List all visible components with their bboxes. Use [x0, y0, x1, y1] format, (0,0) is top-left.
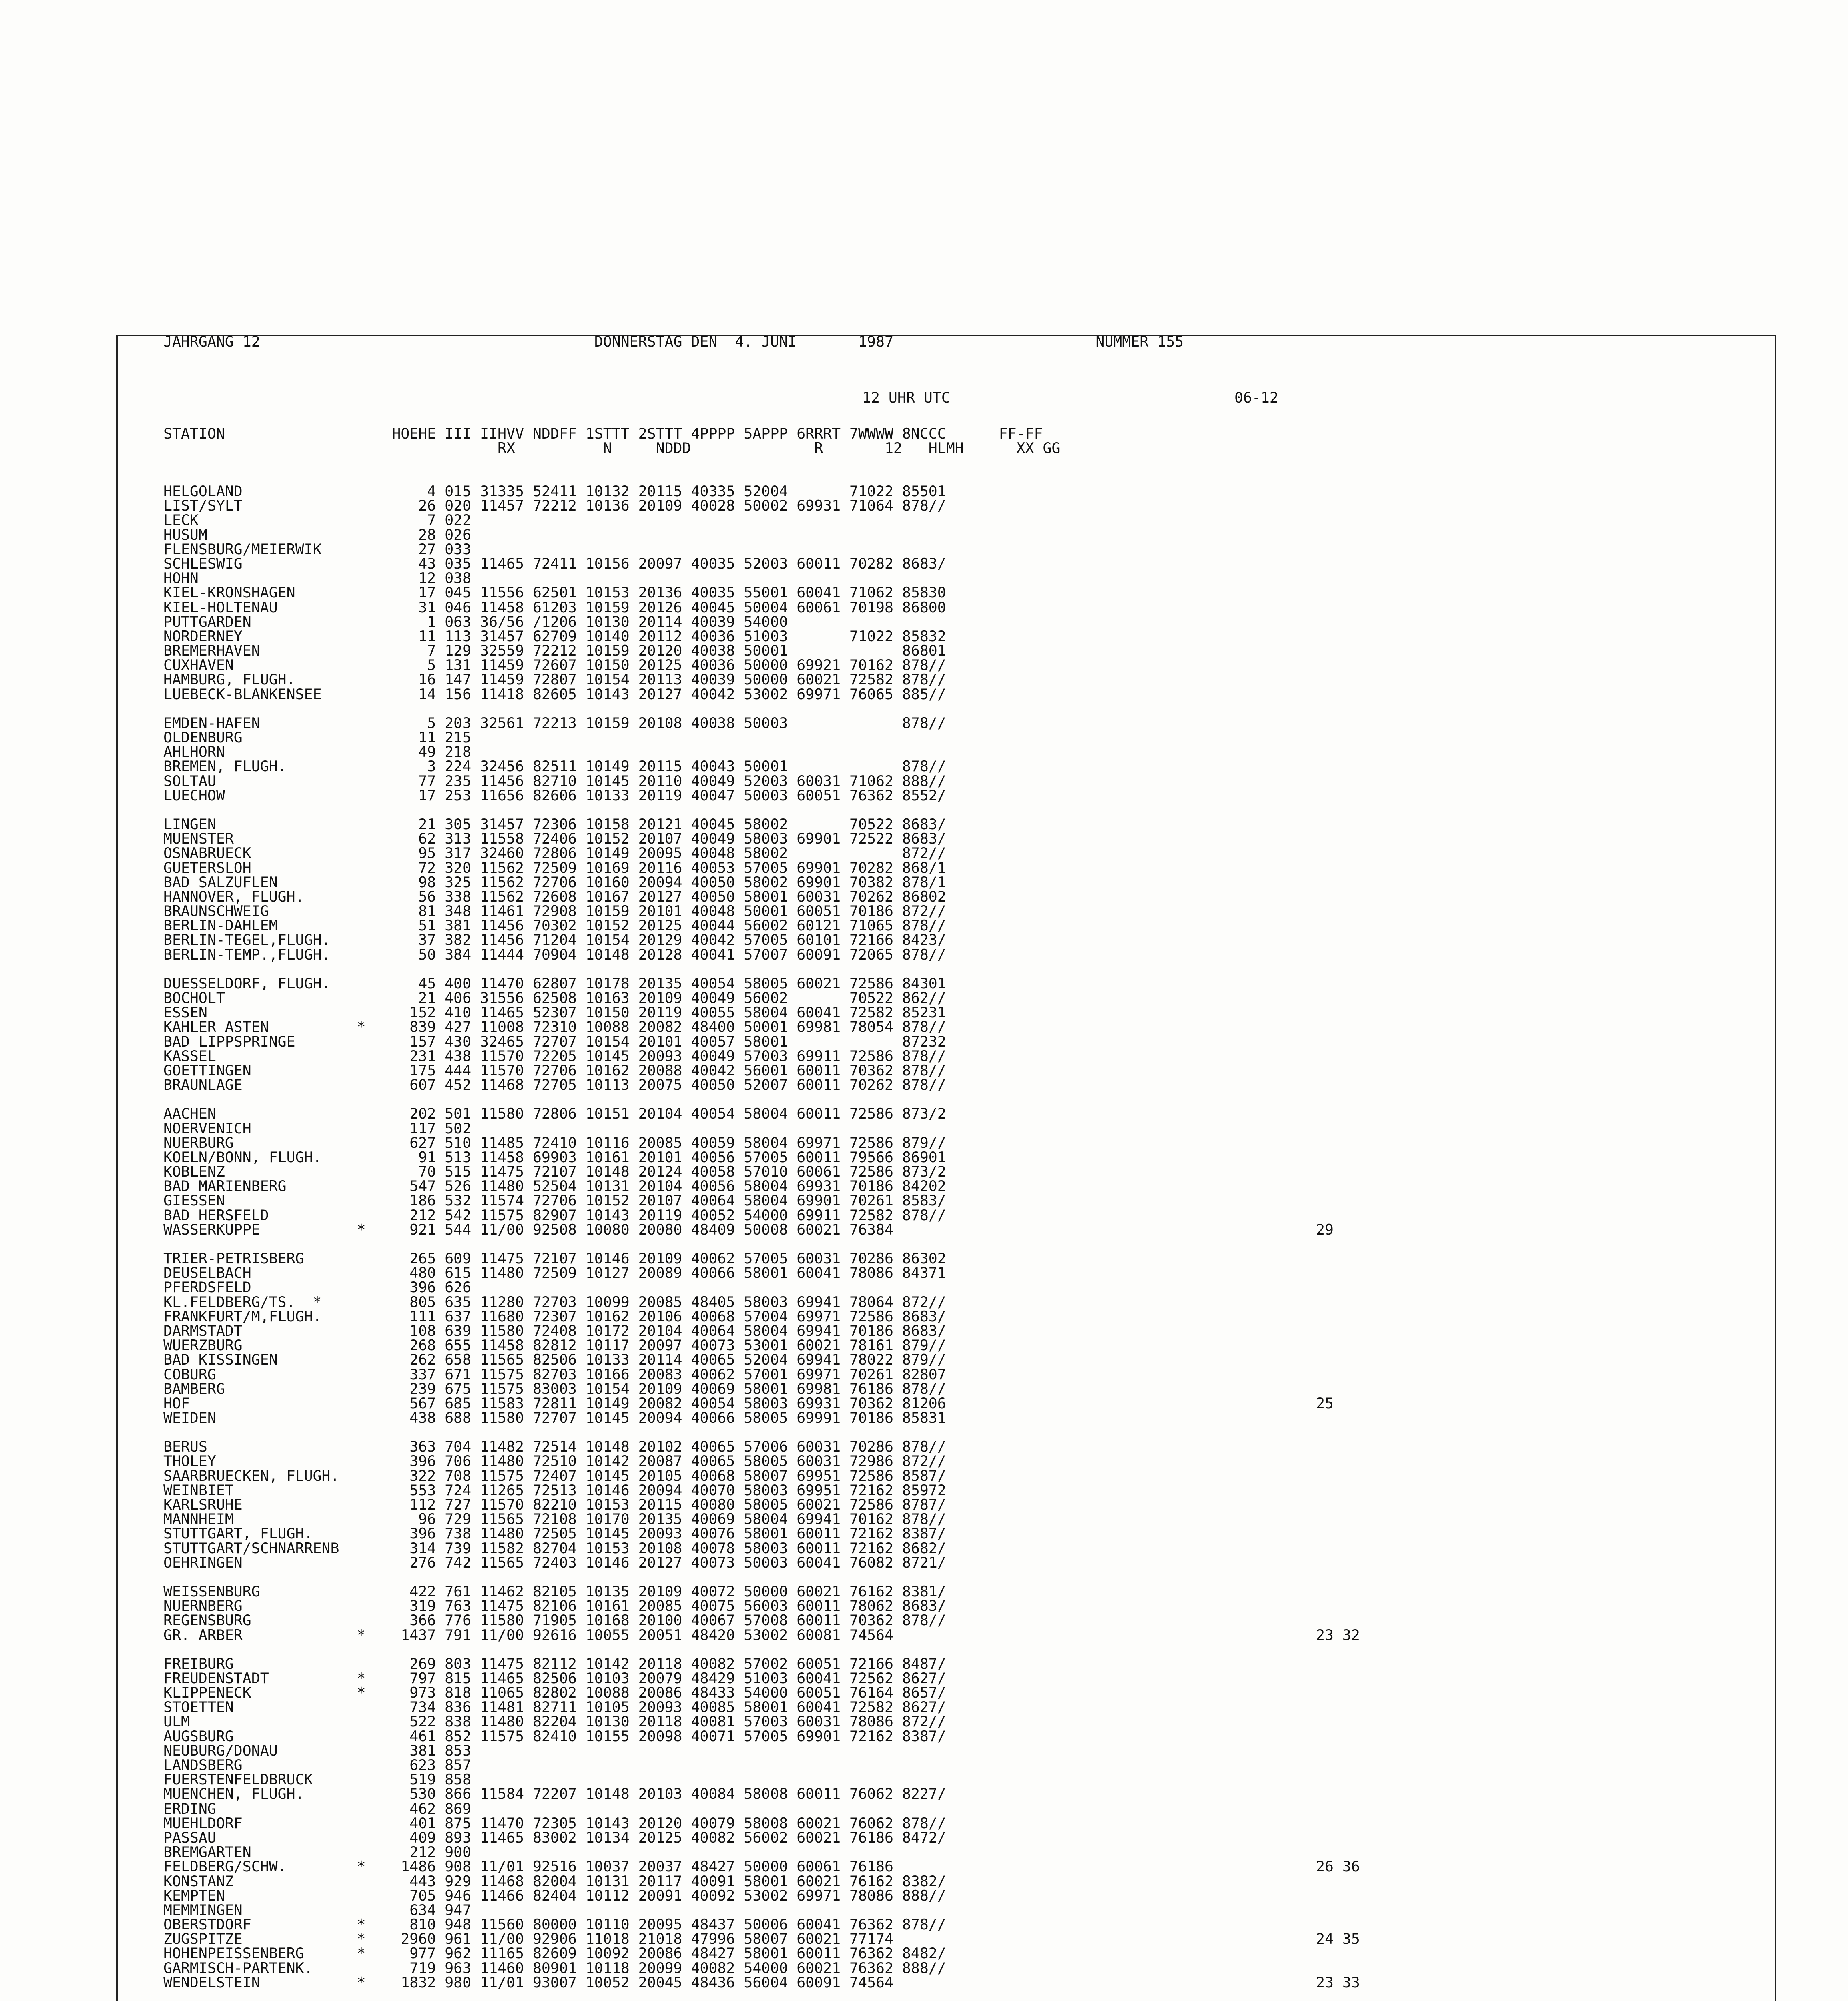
- station-row-text: BRAUNSCHWEIG 81 348 11461 72908 10159 20101 40048 50001 60051 70186 872//: [163, 902, 946, 920]
- station-row-text: CUXHAVEN 5 131 11459 72607 10150 20125 40036 50000 69921 70162 878//: [163, 656, 946, 674]
- station-row-text: DARMSTADT 108 639 11580 72408 10172 20104 40064 58004 69941 70186 8683/: [163, 1322, 946, 1339]
- station-row: [163, 1266, 946, 1280]
- station-row-text: NUERBURG 627 510 11485 72410 10116 20085 40059 58004 69971 72586 879//: [163, 1134, 946, 1151]
- station-row: [163, 1889, 946, 1903]
- station-row-text: FREUDENSTADT * 797 815 11465 82506 10103 20079 48429 51003 60041 72562 8627/: [163, 1669, 946, 1687]
- station-row: [163, 1613, 946, 1628]
- station-row: [163, 1700, 946, 1714]
- station-row: [163, 499, 946, 513]
- station-row-text: STOETTEN 734 836 11481 82711 10105 20093 40085 58001 60041 72582 8627/: [163, 1698, 946, 1716]
- station-row-text: HUSUM 28 026: [163, 526, 472, 543]
- station-row-text: DUESSELDORF, FLUGH. 45 400 11470 62807 10178 20135 40054 58005 60021 72586 84301: [163, 974, 946, 992]
- station-row-text: KONSTANZ 443 929 11468 82004 10131 20117 40091 58001 60021 76162 8382/: [163, 1872, 946, 1890]
- station-row: [163, 1280, 946, 1295]
- station-table: [163, 483, 1360, 1991]
- station-row-text: KOBLENZ 70 515 11475 72107 10148 20124 40058 57010 60061 72586 873/2: [163, 1163, 946, 1181]
- report-header: [163, 335, 1184, 349]
- station-row: [163, 1309, 946, 1324]
- group-spacer: [163, 1092, 946, 1107]
- station-row-text: WASSERKUPPE * 921 544 11/00 92508 10080 20080 48409 50008 60021 76384: [163, 1221, 893, 1238]
- station-row: [163, 817, 946, 832]
- station-row: [163, 687, 946, 702]
- station-row-text: SAARBRUECKEN, FLUGH. 322 708 11575 72407 10145 20105 40068 58007 69951 72586 8587/: [163, 1467, 946, 1484]
- station-row-text: HELGOLAND 4 015 31335 52411 10132 20115 40335 52004 71022 85501: [163, 483, 946, 500]
- station-row: [163, 1845, 946, 1859]
- station-row: [163, 600, 946, 615]
- station-row-text: BERLIN-TEMP.,FLUGH. 50 384 11444 70904 10148 20128 40041 57007 60091 72065 878//: [163, 946, 946, 963]
- station-row: [163, 991, 946, 1005]
- station-row-text: MUENCHEN, FLUGH. 530 866 11584 72207 10148 20103 40084 58008 60011 76062 8227/: [163, 1785, 946, 1803]
- station-row: [163, 1411, 946, 1425]
- station-row-text: MUEHLDORF 401 875 11470 72305 10143 20120 40079 58008 60021 76062 878//: [163, 1814, 946, 1832]
- station-row: [163, 1295, 946, 1309]
- station-row-text: MANNHEIM 96 729 11565 72108 10170 20135 40069 58004 69941 70162 878//: [163, 1510, 946, 1528]
- station-row: [163, 585, 946, 600]
- station-row-text: ERDING 462 869: [163, 1800, 472, 1817]
- station-row-text: FREIBURG 269 803 11475 82112 10142 20118 40082 57002 60051 72166 8487/: [163, 1655, 946, 1672]
- station-row-text: WENDELSTEIN * 1832 980 11/01 93007 10052 20045 48436 56004 60091 74564: [163, 1973, 893, 1991]
- station-row-text: PASSAU 409 893 11465 83002 10134 20125 40082 56002 60021 76186 8472/: [163, 1829, 946, 1846]
- station-row-text: BREMEN, FLUGH. 3 224 32456 82511 10149 20115 40043 50001 878//: [163, 758, 946, 775]
- station-row-text: PFERDSFELD 396 626: [163, 1279, 472, 1296]
- station-row: WASSERKUPPE * 921 544 11/00 92508 10080 20080 48409 50008 60021 76384 29: [163, 1221, 1334, 1238]
- station-row: [163, 1454, 946, 1468]
- station-row-text: GR. ARBER * 1437 791 11/00 92616 10055 20051 48420 53002 60081 74564: [163, 1626, 893, 1644]
- station-row-text: LUEBECK-BLANKENSEE 14 156 11418 82605 10143 20127 40042 53002 69971 76065 885//: [163, 685, 946, 703]
- station-row: [163, 1584, 946, 1599]
- station-row-text: FELDBERG/SCHW. * 1486 908 11/01 92516 10037 20037 48427 50000 60061 76186: [163, 1858, 893, 1875]
- time-range: 06-12: [1234, 389, 1278, 406]
- station-row: [163, 1874, 946, 1889]
- station-row-text: ZUGSPITZE * 2960 961 11/00 92906 11018 21018 47996 58007 60021 77174: [163, 1930, 893, 1948]
- station-row: [163, 716, 946, 730]
- station-row: [163, 629, 946, 644]
- group-spacer: [163, 1237, 946, 1251]
- station-row-text: FRANKFURT/M,FLUGH. 111 637 11680 72307 10162 20106 40068 57004 69971 72586 8683/: [163, 1307, 946, 1325]
- station-row: [163, 1049, 946, 1063]
- station-row: [163, 1758, 946, 1772]
- station-row-text: HANNOVER, FLUGH. 56 338 11562 72608 10167 20127 40050 58001 60031 70262 86802: [163, 888, 946, 905]
- station-row: [163, 1483, 946, 1498]
- station-row: HOF 567 685 11583 72811 10149 20082 40054 58003 69931 70362 81206 25: [163, 1394, 1334, 1412]
- station-row: [163, 1903, 946, 1917]
- station-row: [163, 1150, 946, 1165]
- station-row-text: KIEL-KRONSHAGEN 17 045 11556 62501 10153 20136 40035 55001 60041 71062 85830: [163, 584, 946, 602]
- station-row: [163, 1556, 946, 1570]
- station-row-text: KAHLER ASTEN * 839 427 11008 72310 10088 20082 48400 50001 69981 78054 878//: [163, 1018, 946, 1036]
- station-row: [163, 1063, 946, 1078]
- station-row: [163, 1179, 946, 1193]
- station-row-text: ULM 522 838 11480 82204 10130 20118 40081 57003 60031 78086 872//: [163, 1713, 946, 1730]
- station-row-text: KEMPTEN 705 946 11466 82404 10112 20091 40092 53002 69971 78086 888//: [163, 1887, 946, 1904]
- group-spacer: [163, 803, 946, 817]
- station-row: [163, 1686, 946, 1700]
- station-row: [163, 745, 946, 759]
- station-row: [163, 890, 946, 904]
- station-row-text: NUERNBERG 319 763 11475 82106 10161 20085 40075 56003 60011 78062 8683/: [163, 1597, 946, 1615]
- station-row-text: DEUSELBACH 480 615 11480 72509 10127 20089 40066 58001 60041 78086 84371: [163, 1264, 946, 1282]
- station-row: [163, 1498, 946, 1512]
- station-row: [163, 1251, 946, 1266]
- station-row-text: LINGEN 21 305 31457 72306 10158 20121 40045 58002 70522 8683/: [163, 815, 946, 833]
- station-row-text: WEISSENBURG 422 761 11462 82105 10135 20109 40072 50000 60021 76162 8381/: [163, 1582, 946, 1600]
- station-row-text: BAD HERSFELD 212 542 11575 82907 10143 20119 40052 54000 69911 72582 878//: [163, 1206, 946, 1224]
- station-row-text: BERLIN-DAHLEM 51 381 11456 70302 10152 20125 40044 56002 60121 71065 878//: [163, 917, 946, 934]
- report-sheet: [116, 335, 1776, 2001]
- station-row: [163, 1324, 946, 1338]
- station-row: [163, 1512, 946, 1526]
- station-row-text: BAD LIPPSPRINGE 157 430 32465 72707 10154 20101 40057 58001 87232: [163, 1033, 946, 1050]
- station-row-text: BERUS 363 704 11482 72514 10148 20102 40065 57006 60031 70286 878//: [163, 1438, 946, 1456]
- station-row: [163, 904, 946, 918]
- station-row: [163, 1035, 946, 1049]
- station-row-text: WUERZBURG 268 655 11458 82812 10117 20097 40073 53001 60021 78161 879//: [163, 1337, 946, 1354]
- station-row-text: BREMERHAVEN 7 129 32559 72212 10159 20120 40038 50001 86801: [163, 642, 946, 660]
- station-row: [163, 1107, 946, 1121]
- station-row-text: WEIDEN 438 688 11580 72707 10145 20094 40066 58005 69991 70186 85831: [163, 1409, 946, 1427]
- station-row: [163, 1946, 946, 1961]
- station-row-text: BAD SALZUFLEN 98 325 11562 72706 10160 20094 40050 58002 69901 70382 878/1: [163, 873, 946, 891]
- station-row-text: AACHEN 202 501 11580 72806 10151 20104 40054 58004 60011 72586 873/2: [163, 1105, 946, 1123]
- station-row-text: STUTTGART/SCHNARRENB 314 739 11582 82704 10153 20108 40078 58003 60011 72162 8682/: [163, 1539, 946, 1557]
- station-row: [163, 1208, 946, 1223]
- station-row-text: HOHENPEISSENBERG * 977 962 11165 82609 10092 20086 48427 58001 60011 76362 8482/: [163, 1945, 946, 1962]
- station-row-text: BRAUNLAGE 607 452 11468 72705 10113 20075 40050 52007 60011 70262 878//: [163, 1076, 946, 1094]
- station-row: [163, 557, 946, 571]
- station-row-text: GARMISCH-PARTENK. 719 963 11460 80901 10118 20099 40082 54000 60021 76362 888//: [163, 1959, 946, 1977]
- station-row-text: LUECHOW 17 253 11656 82606 10133 20119 40047 50003 60051 76362 8552/: [163, 786, 946, 804]
- station-row-text: SOLTAU 77 235 11456 82710 10145 20110 40049 52003 60031 71062 888//: [163, 772, 946, 790]
- station-row: [163, 788, 946, 803]
- station-row: [163, 1541, 946, 1556]
- station-row: [163, 976, 946, 991]
- station-row-text: BAD KISSINGEN 262 658 11565 82506 10133 20114 40065 52004 69941 78022 879//: [163, 1351, 946, 1369]
- station-row: FELDBERG/SCHW. * 1486 908 11/01 92516 10037 20037 48427 50000 60061 76186 26 36: [163, 1858, 1360, 1875]
- station-row: [163, 1816, 946, 1831]
- station-row-text: GOETTINGEN 175 444 11570 72706 10162 20088 40042 56001 60011 70362 878//: [163, 1061, 946, 1079]
- group-spacer: [163, 702, 946, 716]
- station-row: GR. ARBER * 1437 791 11/00 92616 10055 20051 48420 53002 60081 74564 23 32: [163, 1626, 1360, 1644]
- station-row-text: NORDERNEY 11 113 31457 62709 10140 20112 40036 51003 71022 85832: [163, 627, 946, 645]
- station-row: [163, 571, 946, 585]
- station-row-text: LANDSBERG 623 857: [163, 1756, 472, 1774]
- station-row: [163, 1671, 946, 1686]
- station-row: [163, 1338, 946, 1353]
- station-row: [163, 1440, 946, 1454]
- station-row-text: KIEL-HOLTENAU 31 046 11458 61203 10159 20126 40045 50004 60061 70198 86800: [163, 598, 946, 616]
- station-row: [163, 933, 946, 947]
- station-row: [163, 1121, 946, 1136]
- station-row: [163, 1136, 946, 1150]
- column-header-line-1: STATION HOEHE III IIHVV NDDFF 1STTT 2STTT 4PPPP 5APPP 6RRRT 7WWWW 8NCCC FF-FF: [163, 425, 1043, 442]
- station-row-text: ESSEN 152 410 11465 52307 10150 20119 40055 58004 60041 72582 85231: [163, 1004, 946, 1021]
- station-row-text: MUENSTER 62 313 11558 72406 10152 20107 40049 58003 69901 72522 8683/: [163, 830, 946, 848]
- station-row-text: FLENSBURG/MEIERWIK 27 033: [163, 540, 472, 558]
- station-row: [163, 1367, 946, 1382]
- group-spacer: [163, 1425, 946, 1440]
- station-row: [163, 861, 946, 875]
- station-row: [163, 1917, 946, 1932]
- station-row-text: TRIER-PETRISBERG 265 609 11475 72107 10146 20109 40062 57005 60031 70286 86302: [163, 1250, 946, 1267]
- station-row-text: KOELN/BONN, FLUGH. 91 513 11458 69903 10161 20101 40056 57005 60011 79566 86901: [163, 1148, 946, 1166]
- station-row-text: KARLSRUHE 112 727 11570 82210 10153 20115 40080 58005 60021 72586 8787/: [163, 1496, 946, 1513]
- station-row-text: GIESSEN 186 532 11574 72706 10152 20107 40064 58004 69901 70261 8583/: [163, 1192, 946, 1209]
- station-row: [163, 1005, 946, 1020]
- station-row-text: KLIPPENECK * 973 818 11065 82802 10088 20086 48433 54000 60051 76164 8657/: [163, 1684, 946, 1702]
- station-row: [163, 644, 946, 658]
- station-row-text: BAMBERG 239 675 11575 83003 10154 20109 40069 58001 69981 76186 878//: [163, 1380, 946, 1397]
- station-row: [163, 484, 946, 499]
- station-row-text: HOF 567 685 11583 72811 10149 20082 40054 58003 69931 70362 81206: [163, 1394, 946, 1412]
- station-row: [163, 832, 946, 846]
- station-row: [163, 1729, 946, 1744]
- column-headers: [163, 427, 1060, 455]
- station-row: [163, 759, 946, 774]
- station-row: [163, 513, 946, 527]
- station-row-text: EMDEN-HAFEN 5 203 32561 72213 10159 20108 40038 50003 878//: [163, 714, 946, 732]
- station-row: [163, 542, 946, 557]
- station-row: [163, 918, 946, 933]
- station-row-text: REGENSBURG 366 776 11580 71905 10168 20100 40067 57008 60011 70362 878//: [163, 1612, 946, 1629]
- date-label: DONNERSTAG DEN 4. JUNI 1987: [594, 333, 893, 350]
- station-row: ZUGSPITZE * 2960 961 11/00 92906 11018 21018 47996 58007 60021 77174 24 35: [163, 1930, 1360, 1948]
- group-spacer: [163, 1570, 946, 1584]
- station-row: [163, 1353, 946, 1367]
- station-row-text: GUETERSLOH 72 320 11562 72509 10169 20116 40053 57005 69901 70282 868/1: [163, 859, 946, 876]
- station-row-text: FUERSTENFELDBRUCK 519 858: [163, 1771, 472, 1788]
- station-row: [163, 658, 946, 672]
- issue-number: NUMMER 155: [1096, 333, 1184, 350]
- station-row-text: LECK 7 022: [163, 511, 472, 529]
- station-row-text: OSNABRUECK 95 317 32460 72806 10149 20095 40048 58002 872//: [163, 844, 946, 862]
- station-row: [163, 528, 946, 542]
- observation-time: 12 UHR UTC: [862, 389, 950, 406]
- group-spacer: [163, 962, 946, 976]
- station-row-text: OLDENBURG 11 215: [163, 729, 472, 746]
- station-row-text: HAMBURG, FLUGH. 16 147 11459 72807 10154 20113 40039 50000 60021 72582 878//: [163, 671, 946, 688]
- station-row: [163, 1193, 946, 1208]
- station-row: [163, 846, 946, 860]
- station-row: [163, 1078, 946, 1092]
- station-row-text: BOCHOLT 21 406 31556 62508 10163 20109 40049 56002 70522 862//: [163, 989, 946, 1007]
- station-row: [163, 1802, 946, 1816]
- station-row: [163, 875, 946, 890]
- station-row-text: PUTTGARDEN 1 063 36/56 /1206 10130 20114 40039 54000: [163, 613, 788, 630]
- station-row: [163, 948, 946, 962]
- station-row-text: MEMMINGEN 634 947: [163, 1901, 472, 1919]
- station-row-text: SCHLESWIG 43 035 11465 72411 10156 20097 40035 52003 60011 70282 8683/: [163, 555, 946, 572]
- station-row: [163, 730, 946, 745]
- station-row-text: HOHN 12 038: [163, 569, 472, 587]
- station-row-text: NOERVENICH 117 502: [163, 1119, 472, 1137]
- station-row: [163, 1599, 946, 1613]
- station-row: [163, 1831, 946, 1845]
- station-row: [163, 1657, 946, 1671]
- station-row-text: AHLHORN 49 218: [163, 743, 472, 761]
- station-row: [163, 1961, 946, 1975]
- group-spacer: [163, 1642, 946, 1657]
- station-row-text: KASSEL 231 438 11570 72205 10145 20093 40049 57003 69911 72586 878//: [163, 1047, 946, 1065]
- station-row-text: AUGSBURG 461 852 11575 82410 10155 20098 40071 57005 69901 72162 8387/: [163, 1727, 946, 1745]
- station-row-text: OBERSTDORF * 810 948 11560 80000 10110 20095 48437 50006 60041 76362 878//: [163, 1916, 946, 1933]
- station-row: [163, 1714, 946, 1729]
- station-row-text: BAD MARIENBERG 547 526 11480 52504 10131 20104 40056 58004 69931 70186 84202: [163, 1177, 946, 1195]
- station-row-text: KL.FELDBERG/TS. * 805 635 11280 72703 10099 20085 48405 58003 69941 78064 872//: [163, 1293, 946, 1311]
- station-row: [163, 1469, 946, 1483]
- station-row: [163, 1020, 946, 1034]
- station-row-text: WEINBIET 553 724 11265 72513 10146 20094 40070 58003 69951 72162 85972: [163, 1481, 946, 1499]
- station-row-text: THOLEY 396 706 11480 72510 10142 20087 40065 58005 60031 72986 872//: [163, 1452, 946, 1470]
- station-row: [163, 774, 946, 788]
- column-header-line-2: RX N NDDD R 12 HLMH XX GG: [163, 439, 1061, 457]
- station-row: [163, 1382, 946, 1396]
- station-row-text: BREMGARTEN 212 900: [163, 1843, 472, 1861]
- station-row-text: COBURG 337 671 11575 82703 10166 20083 40062 57001 69971 70261 82807: [163, 1365, 946, 1383]
- station-row: [163, 1772, 946, 1787]
- station-row: [163, 672, 946, 687]
- station-row: [163, 1787, 946, 1801]
- station-row: [163, 615, 946, 629]
- station-row-text: BERLIN-TEGEL,FLUGH. 37 382 11456 71204 10154 20129 40042 57005 60101 72166 8423/: [163, 931, 946, 949]
- station-row-text: OEHRINGEN 276 742 11565 72403 10146 20127 40073 50003 60041 76082 8721/: [163, 1554, 946, 1571]
- station-row-text: NEUBURG/DONAU 381 853: [163, 1742, 472, 1759]
- station-row: [163, 1744, 946, 1758]
- station-row-text: LIST/SYLT 26 020 11457 72212 10136 20109 40028 50002 69931 71064 878//: [163, 497, 946, 515]
- station-row: WENDELSTEIN * 1832 980 11/01 93007 10052 20045 48436 56004 60091 74564 23 33: [163, 1973, 1360, 1991]
- station-row-text: STUTTGART, FLUGH. 396 738 11480 72505 10145 20093 40076 58001 60011 72162 8387/: [163, 1525, 946, 1542]
- station-row: [163, 1526, 946, 1541]
- volume-label: JAHRGANG 12: [163, 333, 260, 350]
- station-row: [163, 1165, 946, 1179]
